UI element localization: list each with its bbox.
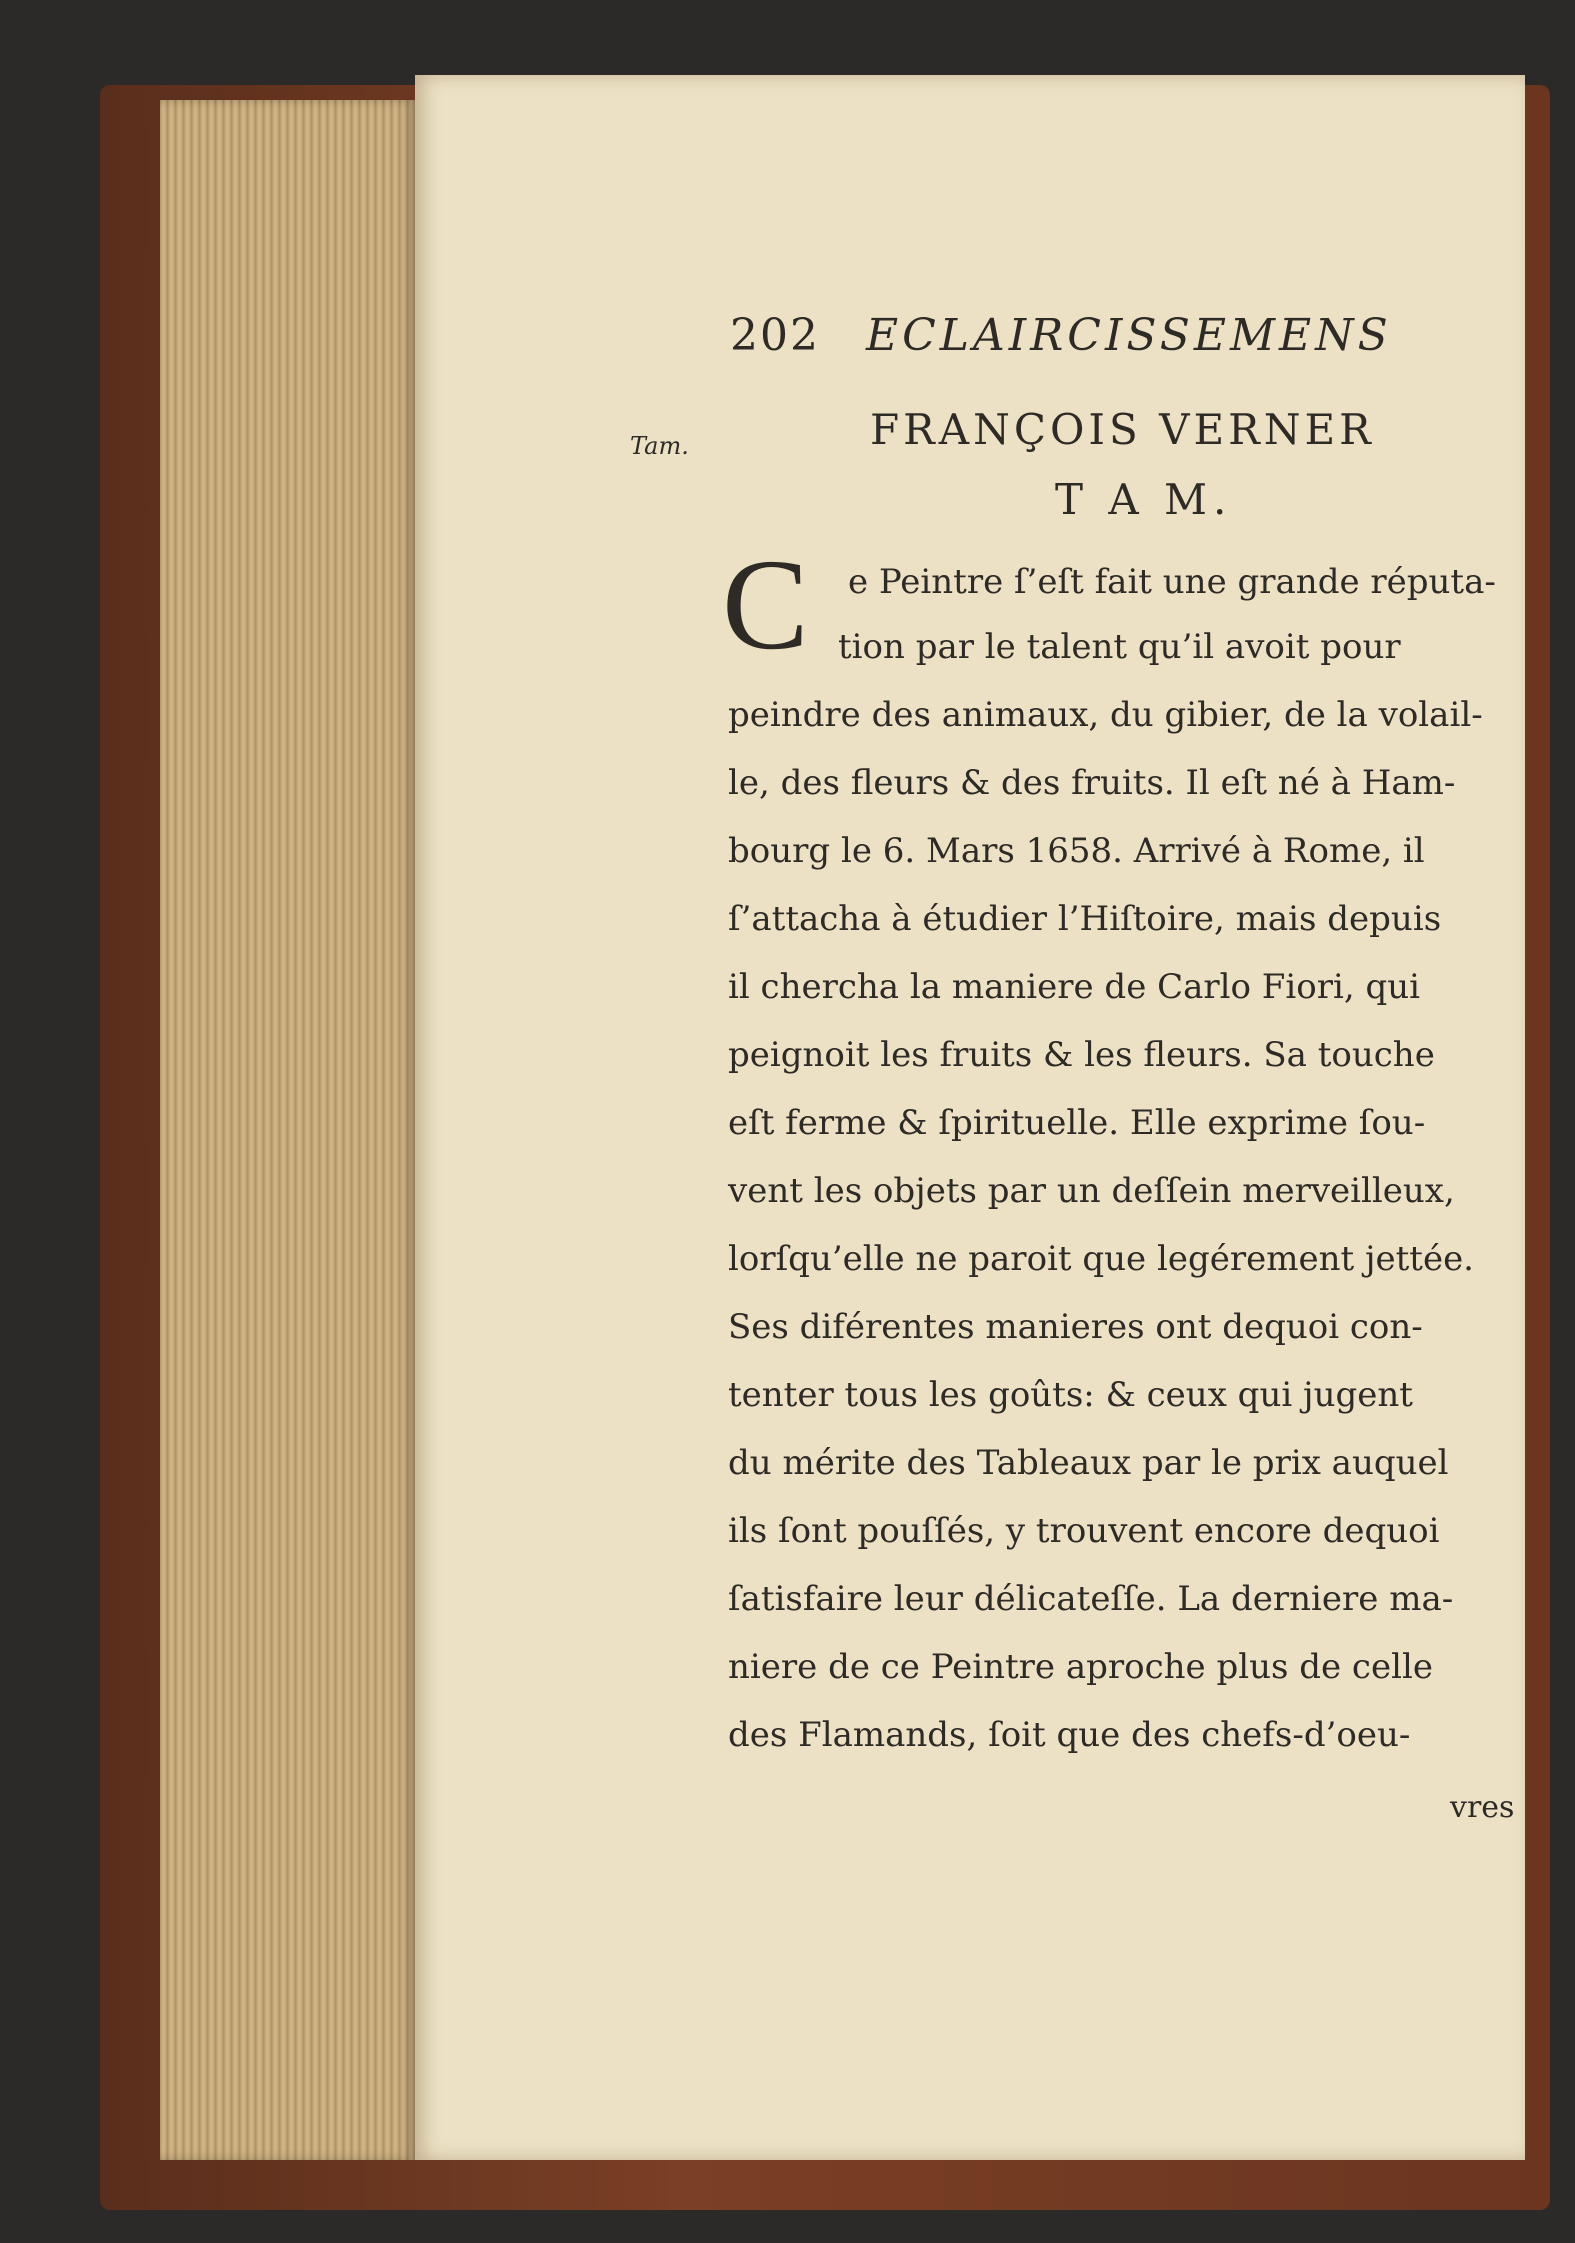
text-line: peindre des animaux, du gibier, de la volail- [728, 695, 1483, 735]
running-head [730, 310, 1392, 361]
text-line: du mérite des Tableaux par le prix auquel [728, 1443, 1449, 1483]
drop-cap: C [722, 533, 809, 677]
text-line: peignoit les fruits & les fleurs. Sa touche [728, 1035, 1435, 1075]
running-head-title: ECLAIRCISSEMENS [865, 310, 1392, 361]
text-line: il chercha la maniere de Carlo Fiori, qui [728, 967, 1421, 1007]
page-edges [160, 100, 415, 2160]
text-line: eſt ferme & ſpirituelle. Elle exprime ſou- [728, 1103, 1426, 1143]
text-line: le, des fleurs & des fruits. Il eſt né à Ham- [728, 763, 1456, 803]
catchword: vres [1450, 1790, 1515, 1825]
article-subtitle: T A M. [1055, 475, 1233, 524]
text-line: ſatisfaire leur délicateſſe. La derniere ma- [728, 1579, 1454, 1619]
text-line: des Flamands, ſoit que des chefs-d’oeu- [728, 1715, 1411, 1755]
text-line: tenter tous les goûts: & ceux qui jugent [728, 1375, 1413, 1415]
text-line: lorſqu’elle ne paroit que legérement jettée. [728, 1239, 1474, 1279]
page-number: 202 [730, 310, 820, 361]
article-title: FRANÇOIS VERNER [870, 405, 1375, 454]
text-line: e Peintre ſ’eſt fait une grande réputa- [848, 562, 1496, 602]
text-line: niere de ce Peintre aproche plus de celle [728, 1647, 1433, 1687]
text-line: tion par le talent qu’il avoit pour [838, 627, 1401, 667]
text-line: ſ’attacha à étudier l’Hiſtoire, mais depuis [728, 899, 1442, 939]
text-line: vent les objets par un deſſein merveilleux, [728, 1171, 1455, 1211]
text-line: Ses diférentes manieres ont dequoi con- [728, 1307, 1423, 1347]
text-line: ils ſont pouſſés, y trouvent encore dequoi [728, 1511, 1440, 1551]
margin-note: Tam. [630, 432, 689, 460]
text-line: bourg le 6. Mars 1658. Arrivé à Rome, il [728, 831, 1425, 871]
